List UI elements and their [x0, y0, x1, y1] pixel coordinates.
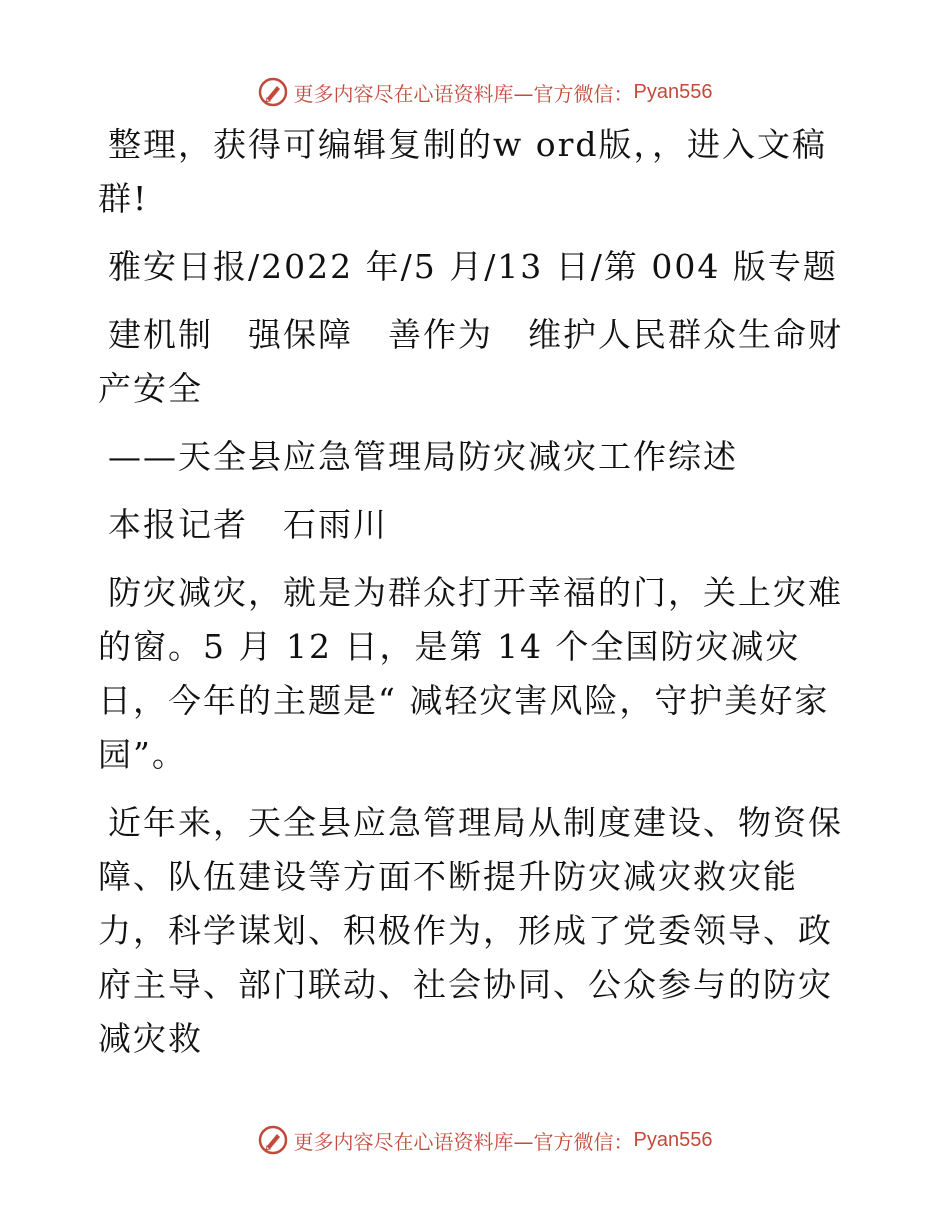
- footer-banner-inner: [258, 1125, 713, 1155]
- banner-wechat-id: Pyan556: [633, 80, 713, 103]
- paragraph-body-1: 防灾减灾，就是为群众打开幸福的门，关上灾难的窗。5 月 12 日，是第 14 个全国防灾减灾日，今年的主题是“ 减轻灾害风险，守护美好家园”。: [98, 573, 843, 774]
- article-byline: 本报记者 石雨川: [108, 505, 388, 544]
- article-title: 建机制 强保障 善作为 维护人民群众生命财产安全: [98, 315, 843, 408]
- banner-wechat-label: 官方微信：: [533, 81, 634, 106]
- pen-logo-icon: [258, 1125, 288, 1155]
- document-body: [98, 118, 858, 1080]
- article-subtitle: ——天全县应急管理局防灾减灾工作综述: [108, 437, 738, 476]
- pen-logo-icon: [258, 77, 288, 107]
- header-banner-inner: [258, 77, 713, 107]
- banner-wechat-id: Pyan556: [633, 1128, 713, 1151]
- footer-banner: [0, 1118, 950, 1162]
- paragraph-intro: 整理，获得可编辑复制的w ord版，，进入文稿群!: [98, 125, 828, 218]
- paragraph-body-2: 近年来，天全县应急管理局从制度建设、物资保障、队伍建设等方面不断提升防灾减灾救灾能力，科学谋划、积极作为，形成了党委领导、政府主导、部门联动、社会协同、公众参与的防灾减灾救: [98, 803, 843, 1058]
- paragraph-source: 雅安日报/2022 年/5 月/13 日/第 004 版专题: [108, 247, 838, 286]
- banner-site-text: 更多内容尽在心语资料库—: [293, 1129, 534, 1154]
- header-banner: [0, 70, 950, 114]
- banner-site-text: 更多内容尽在心语资料库—: [293, 81, 534, 106]
- banner-wechat-label: 官方微信：: [533, 1129, 634, 1154]
